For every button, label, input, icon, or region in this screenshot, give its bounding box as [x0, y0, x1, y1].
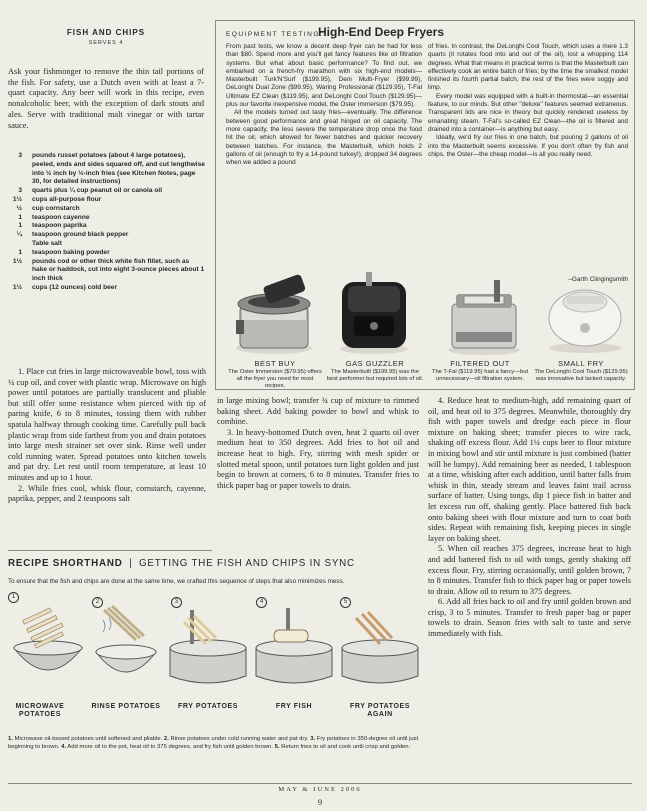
shorthand-title: GETTING THE FISH AND CHIPS IN SYNC: [139, 558, 355, 569]
ingredient-item: Table salt: [32, 239, 62, 247]
ingredient-item: 1 teaspoon baking powder: [18, 248, 110, 256]
recipe-steps-middle: [217, 396, 419, 491]
page-number: 9: [317, 797, 323, 807]
product-caption-filtered-out: [431, 360, 529, 383]
recipe-steps-left: [8, 367, 206, 505]
footer-rule: [8, 783, 632, 784]
step-label: FRY FISH: [275, 703, 313, 710]
recipe-step: 4. Reduce heat to medium-high, add remaining quart of oil, and heat oil to 375 degrees. Meanwhile, thoroughly dry fish with paper towels and dredge each piece in flour mixture on baking sheet; transfer pieces to wire rack, shaking off excess flour. Add 1¼ cups beer to flour mixture in mixing bowl and stir until mixture is just combined (batter will be lumpy). Add remaining beer as needed, 1 tablespoon at a time, whisking after each addition, until batter falls from whisk in thin, steady stream and leaves faint trail across surface of batter. Using tongs, dip 1 piece fish in batter and let excess run off, shaking gently. Place battered fish back onto baking sheet with flour mixture and turn to coat both sides. Repeat with remaining fish, keeping pieces in single layer on baking sheet.: [428, 396, 631, 543]
recipe-step: 6. Add all fries back to oil and fry until golden brown and crisp, 3 to 5 minutes. Transfer to fresh paper bag or paper towels to drain. Season fries with salt to taste and serve immediately with fish.: [428, 597, 631, 639]
step-label: FRY POTATOES: [177, 703, 239, 710]
ingredient-item: 1 teaspoon paprika: [18, 222, 87, 230]
recipe-title: FISH AND CHIPS: [66, 28, 146, 37]
product-title: GAS GUZZLER: [345, 359, 405, 368]
footer-issue: MAY & JUNE 2006: [278, 786, 362, 793]
product-description: The Oster Immersion ($79.95) offers all the fryer you need for most recipes.: [228, 369, 322, 389]
shorthand-rule: [8, 550, 212, 551]
sidebar-credit: –Garth Clingingsmith: [568, 276, 628, 283]
shorthand-illustration: [8, 600, 420, 690]
recipe-step: in large mixing bowl; transfer ¾ cup of mixture to rimmed baking sheet. Add baking powder to bowl and whisk to combine.: [217, 396, 419, 427]
ingredient-item: 1½ pounds cod or other thick white fish fillet, such as hake or haddock, cut into eight 3-ounce pieces about 1 inch thick: [12, 257, 205, 283]
sidebar-paragraph: Ideally, we'd fry our fries in one batch, but pouring 2 gallons of oil into the Masterbuilt seems excessive. If you don't often fry fish and chips, the Oster—the cheap model—is all you really need.: [428, 134, 628, 158]
shorthand-step-text: Add more oil to the pot, heat oil to 375 degrees, and fry fish until golden brown.: [67, 744, 273, 750]
product-caption-small-fry: [532, 360, 630, 383]
recipe-step: 3. In heavy-bottomed Dutch oven, heat 2 quarts oil over medium heat to 350 degrees. Add fries to hot oil and increase heat to high. Fry, stirring with mesh spider or slotted metal spoon, until potatoes turn light golden and just begin to brown at corners, 6 to 8 minutes. Transfer fries to thick paper bag or paper towels to drain.: [217, 427, 419, 490]
product-caption-gas-guzzler: [326, 360, 424, 383]
product-title: FILTERED OUT: [450, 359, 510, 368]
shorthand-step-text: Rinse potatoes under cold running water and pat dry.: [170, 736, 309, 742]
shorthand-step-text: Fry potatoes in 350-degree oil until just beginning to brown.: [8, 736, 419, 750]
sidebar-paragraph: From past tests, we know a decent deep fryer can be had for less than $80. Spend more and you'll get fancy features like oil filtration systems. But what about basic performance? To find out, we embarked on a french-fry marathon with six high-end models—Masterbuilt Turk'N'Surf ($199.95), Deni Multi-Fryer ($99.99), DeLonghi Dual Zone ($99.95), Waring Professional ($129.95), T-Fal Ultimate EZ Clean ($119.95), and DeLonghi Cool Touch ($129.95)—plus our favorite inexpensive model, the Oster Immersion ($79.95).: [226, 43, 422, 109]
sidebar-kicker: EQUIPMENT TESTING:: [226, 31, 324, 38]
sidebar-column-2: [428, 43, 628, 159]
shorthand-heading: RECIPE SHORTHAND | GETTING THE FISH AND CHIPS IN SYNC: [8, 558, 355, 569]
ingredient-item: ½ cup cornstarch: [16, 204, 80, 212]
product-description: The Masterbuilt ($199.95) was the best performer but required lots of oil.: [326, 369, 424, 382]
ingredient-item: 1½ cups (12 ounces) cold beer: [12, 283, 118, 291]
masterbuilt-fryer-image: [328, 266, 420, 356]
ingredient-list: [8, 152, 206, 293]
shorthand-step-text: Return fries to oil and cook until crisp and golden.: [281, 744, 411, 750]
step-number: 3: [171, 597, 182, 608]
shorthand-step-text: Microwave oil-tossed potatoes until softened and pliable.: [14, 736, 163, 742]
step-number: 2: [92, 597, 103, 608]
ingredient-item: 3 quarts plus ¼ cup peanut oil or canola oil: [18, 187, 163, 195]
product-description: The T-Fal ($119.95) had a fancy—but unnecessary—oil filtration system.: [431, 369, 529, 382]
sidebar-column-1: [226, 43, 422, 167]
ingredient-item: 1½ cups all-purpose flour: [12, 195, 102, 203]
ingredient-item: ¼ teaspoon ground black pepper: [16, 231, 129, 239]
recipe-step: 1. Place cut fries in large microwaveable bowl, toss with ¼ cup oil, and cover with plastic wrap. Microwave on high power until potatoes are partially translucent and pliable but still offer some resistance when pierced with tip of paring knife, 6 to 8 minutes, tossing them with rubber spatula halfway through cooking time. Carefully pull back plastic wrap from side farthest from you and drain potatoes into large mesh strainer set over sink. Rinse well under cold running water. Spread potatoes onto kitchen towels and pat dry. Let rest until room temperature, at least 10 minutes and up to 1 hour.: [8, 367, 206, 482]
sidebar-paragraph: Every model was equipped with a built-in thermostat—an essential feature, to our minds. But other "deluxe" features seemed extraneous. Transparent lids are nice in theory but quickly rendered useless by emanating steam. T-Fal's so-called EZ Clean—the oil is filtered and drained into a container—is anything but easy.: [428, 92, 628, 133]
tfal-fryer-image: [438, 272, 530, 356]
ingredient-item: 1 teaspoon cayenne: [18, 213, 90, 221]
ingredient-item: 3 pounds russet potatoes (about 4 large potatoes), peeled, ends and sides squared off, and cut lengthwise into ½ inch by ½-inch fries (see Kitchen Notes, page 30, for detailed instructions): [18, 152, 205, 186]
step-label: MICROWAVE POTATOES: [15, 703, 65, 718]
recipe-step: 2. While fries cool, whisk flour, cornstarch, cayenne, paprika, pepper, and 2 teaspoons salt: [8, 483, 206, 504]
product-title: BEST BUY: [254, 359, 296, 368]
recipe-steps-right: [428, 396, 631, 640]
recipe-step: 5. When oil reaches 375 degrees, increase heat to high and add battered fish to oil with tongs, gently shaking off excess flour. Fry, stirring occasionally, until golden brown, 7 to 8 minutes. Transfer fish to thick paper bag or paper towels to drain. Allow oil to return to 375 degrees.: [428, 544, 631, 596]
product-title: SMALL FRY: [558, 359, 604, 368]
sidebar-paragraph: of fries. In contrast, the DeLonghi Cool Touch, which uses a mere 1.3 quarts (it rotates food into and out of the oil), lost a whopping 114 degrees. What that means in practical terms is that the Masterbuilt can effectively cook an entire batch of fries; by the time the smallest model finished its fourth partial batch, the rest of the fries were soggy and limp.: [428, 43, 628, 92]
recipe-serves: SERVES 4: [88, 40, 124, 46]
step-number: 5: [340, 597, 351, 608]
shorthand-subtitle: To ensure that the fish and chips are done at the same time, we crafted this sequence of steps that also minimizes mess.: [8, 578, 345, 585]
oster-fryer-image: [228, 268, 320, 356]
step-label: RINSE POTATOES: [91, 703, 161, 710]
shorthand-instructions: 1. Microwave oil-tossed potatoes until softened and pliable. 2. Rinse potatoes under cold running water and pat dry. 3. Fry potatoes in 350-degree oil until just beginning to brown. 4. Add more oil to the pot, heat oil to 375 degrees, and fry fish until golden brown. 5. Return fries to oil and cook until crisp and golden.: [8, 736, 419, 750]
shorthand-label: RECIPE SHORTHAND: [8, 558, 123, 569]
step-label: FRY POTATOES AGAIN: [349, 703, 411, 718]
delonghi-fryer-image: [540, 272, 630, 354]
sidebar-paragraph: All the models turned out tasty fries—eventually. The difference between good performance and great hinged on oil capacity. The more capacity, the less severe the temperature drop once the food hit the oil, which allowed for fewer batches and quicker recovery between batches. For instance, the Masterbuilt, which holds 2 gallons of oil (enough to fry a 14-pound turkey!), dropped 34 degrees when we added a pound: [226, 109, 422, 167]
product-caption-best-buy: [226, 360, 324, 390]
product-description: The DeLonghi Cool Touch ($129.95) was innovative but lacked capacity.: [534, 369, 628, 382]
sidebar-headline: High-End Deep Fryers: [318, 25, 445, 39]
recipe-intro: Ask your fishmonger to remove the thin tail portions of the fish. For safety, use a Dutch oven with at least a 7-quart capacity. Any beer will work in this recipe, even nonalcoholic beer, with the exception of dark stouts and ales. Serve with traditional malt vinegar or with tartar sauce.: [8, 67, 204, 130]
step-number: 4: [256, 597, 267, 608]
step-number: 1: [8, 592, 19, 603]
